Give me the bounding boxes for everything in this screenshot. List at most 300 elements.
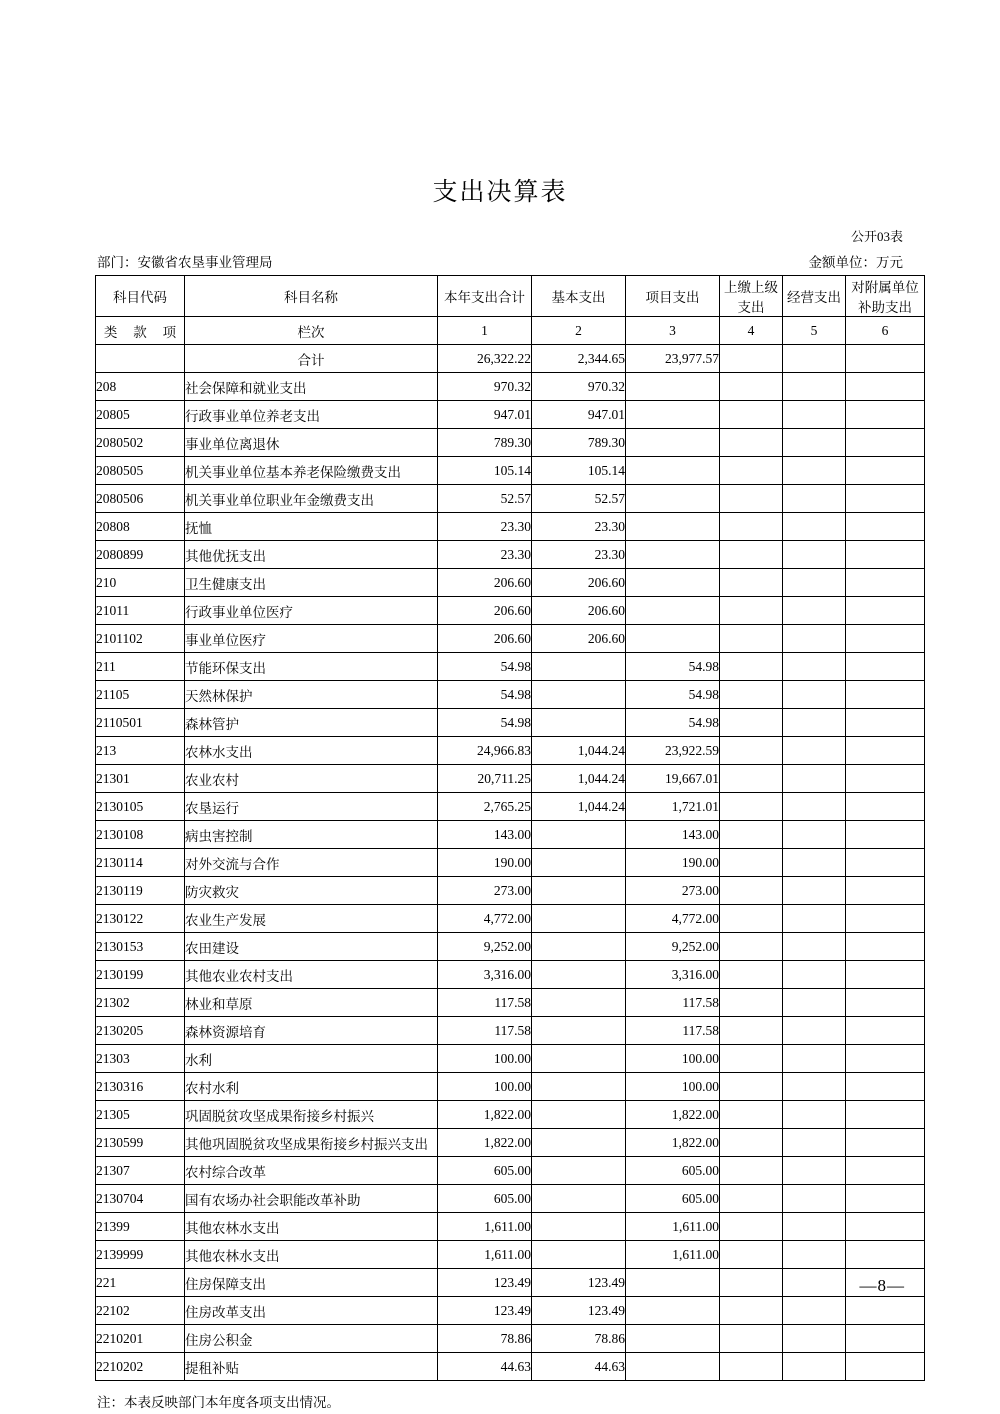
cell-value-6 <box>846 737 925 765</box>
cell-value-5 <box>783 1045 846 1073</box>
cell-name: 农村水利 <box>185 1073 438 1101</box>
cell-value-5 <box>783 625 846 653</box>
cell-value-4 <box>720 1269 783 1297</box>
cell-code: 20808 <box>96 513 185 541</box>
cell-value-4 <box>720 933 783 961</box>
cell-value-6 <box>846 569 925 597</box>
cell-value-4 <box>720 1325 783 1353</box>
cell-name: 农村综合改革 <box>185 1157 438 1185</box>
cell-value-1: 4,772.00 <box>438 905 532 933</box>
cell-value-5 <box>783 1297 846 1325</box>
cell-code <box>96 345 185 373</box>
table-row-total <box>96 345 925 373</box>
table-row <box>96 961 925 989</box>
cell-name: 农林水支出 <box>185 737 438 765</box>
cell-value-2 <box>532 933 626 961</box>
cell-name: 农业农村 <box>185 765 438 793</box>
cell-value-5 <box>783 1269 846 1297</box>
cell-value-3 <box>626 597 720 625</box>
cell-value-1: 78.86 <box>438 1325 532 1353</box>
expenditure-table <box>95 275 925 1381</box>
cell-code: 2139999 <box>96 1241 185 1269</box>
col-number-4: 4 <box>720 317 783 345</box>
cell-value-5 <box>783 429 846 457</box>
table-row <box>96 569 925 597</box>
cell-value-6 <box>846 513 925 541</box>
cell-name: 林业和草原 <box>185 989 438 1017</box>
cell-name: 防灾救灾 <box>185 877 438 905</box>
cell-name: 其他农林水支出 <box>185 1241 438 1269</box>
cell-code: 2210201 <box>96 1325 185 1353</box>
cell-code: 2080502 <box>96 429 185 457</box>
cell-code: 2080505 <box>96 457 185 485</box>
table-row <box>96 1017 925 1045</box>
code-sub-lei: 类 <box>103 324 118 340</box>
code-sub-headers <box>96 317 185 345</box>
table-row <box>96 1353 925 1381</box>
cell-value-2 <box>532 849 626 877</box>
cell-value-6 <box>846 989 925 1017</box>
cell-value-6 <box>846 877 925 905</box>
cell-value-1: 26,322.22 <box>438 345 532 373</box>
cell-value-3: 19,667.01 <box>626 765 720 793</box>
cell-value-4 <box>720 821 783 849</box>
cell-value-2 <box>532 1241 626 1269</box>
table-row <box>96 765 925 793</box>
cell-value-4 <box>720 401 783 429</box>
cell-value-1: 9,252.00 <box>438 933 532 961</box>
cell-value-1: 117.58 <box>438 989 532 1017</box>
cell-value-3: 117.58 <box>626 989 720 1017</box>
cell-value-5 <box>783 345 846 373</box>
cell-name: 对外交流与合作 <box>185 849 438 877</box>
cell-value-4 <box>720 625 783 653</box>
cell-value-5 <box>783 709 846 737</box>
table-row <box>96 625 925 653</box>
cell-code: 2130119 <box>96 877 185 905</box>
cell-value-3: 23,922.59 <box>626 737 720 765</box>
cell-value-2: 947.01 <box>532 401 626 429</box>
cell-name: 抚恤 <box>185 513 438 541</box>
cell-value-5 <box>783 1017 846 1045</box>
cell-value-1: 123.49 <box>438 1297 532 1325</box>
cell-value-5 <box>783 1213 846 1241</box>
cell-value-5 <box>783 821 846 849</box>
cell-value-2 <box>532 905 626 933</box>
cell-value-4 <box>720 597 783 625</box>
cell-value-6 <box>846 765 925 793</box>
cell-name: 其他农林水支出 <box>185 1213 438 1241</box>
cell-value-1: 20,711.25 <box>438 765 532 793</box>
cell-code: 221 <box>96 1269 185 1297</box>
table-row <box>96 793 925 821</box>
cell-value-5 <box>783 569 846 597</box>
table-row <box>96 1045 925 1073</box>
cell-code: 21302 <box>96 989 185 1017</box>
cell-value-5 <box>783 681 846 709</box>
table-head <box>96 276 925 345</box>
table-row <box>96 1213 925 1241</box>
cell-name: 节能环保支出 <box>185 653 438 681</box>
cell-name: 事业单位医疗 <box>185 625 438 653</box>
cell-value-1: 789.30 <box>438 429 532 457</box>
cell-value-3 <box>626 1353 720 1381</box>
cell-name: 住房保障支出 <box>185 1269 438 1297</box>
cell-value-3: 605.00 <box>626 1185 720 1213</box>
department-label: 部门：安徽省农垦事业管理局 <box>97 255 273 270</box>
table-row <box>96 849 925 877</box>
table-body <box>96 345 925 1381</box>
cell-value-3: 4,772.00 <box>626 905 720 933</box>
header-col3: 项目支出 <box>626 276 720 317</box>
cell-value-2 <box>532 709 626 737</box>
cell-value-6 <box>846 1045 925 1073</box>
cell-value-3: 143.00 <box>626 821 720 849</box>
form-code: 公开03表 <box>850 229 903 244</box>
cell-value-5 <box>783 485 846 513</box>
cell-name: 行政事业单位养老支出 <box>185 401 438 429</box>
cell-value-5 <box>783 961 846 989</box>
cell-value-6 <box>846 625 925 653</box>
cell-code: 21105 <box>96 681 185 709</box>
cell-value-4 <box>720 989 783 1017</box>
cell-value-5 <box>783 1073 846 1101</box>
cell-name: 卫生健康支出 <box>185 569 438 597</box>
cell-value-6 <box>846 1017 925 1045</box>
cell-code: 21307 <box>96 1157 185 1185</box>
table-row <box>96 1129 925 1157</box>
cell-code: 211 <box>96 653 185 681</box>
cell-value-1: 54.98 <box>438 653 532 681</box>
cell-name: 国有农场办社会职能改革补助 <box>185 1185 438 1213</box>
table-row <box>96 737 925 765</box>
table-row <box>96 1325 925 1353</box>
cell-value-5 <box>783 849 846 877</box>
cell-value-5 <box>783 933 846 961</box>
cell-value-1: 105.14 <box>438 457 532 485</box>
cell-name: 农业生产发展 <box>185 905 438 933</box>
cell-value-2: 206.60 <box>532 597 626 625</box>
cell-value-1: 117.58 <box>438 1017 532 1045</box>
cell-value-2: 105.14 <box>532 457 626 485</box>
cell-value-6 <box>846 541 925 569</box>
cell-value-5 <box>783 373 846 401</box>
cell-name: 住房公积金 <box>185 1325 438 1353</box>
cell-code: 2080899 <box>96 541 185 569</box>
cell-value-2 <box>532 877 626 905</box>
cell-value-3 <box>626 569 720 597</box>
cell-value-6 <box>846 793 925 821</box>
table-row <box>96 877 925 905</box>
cell-code: 21399 <box>96 1213 185 1241</box>
cell-name: 巩固脱贫攻坚成果衔接乡村振兴 <box>185 1101 438 1129</box>
page-title: 支出决算表 <box>432 179 568 206</box>
cell-value-3 <box>626 513 720 541</box>
table-row <box>96 429 925 457</box>
cell-value-1: 206.60 <box>438 597 532 625</box>
cell-value-3 <box>626 1325 720 1353</box>
cell-code: 2130153 <box>96 933 185 961</box>
cell-value-2 <box>532 1073 626 1101</box>
cell-value-5 <box>783 1241 846 1269</box>
cell-value-4 <box>720 1297 783 1325</box>
cell-code: 21305 <box>96 1101 185 1129</box>
cell-value-6 <box>846 821 925 849</box>
table-row <box>96 1157 925 1185</box>
cell-code: 22102 <box>96 1297 185 1325</box>
header-name: 科目名称 <box>185 276 438 317</box>
cell-value-4 <box>720 1157 783 1185</box>
cell-value-4 <box>720 1129 783 1157</box>
row-label: 栏次 <box>185 317 438 345</box>
header-code: 科目代码 <box>96 276 185 317</box>
cell-value-2: 1,044.24 <box>532 765 626 793</box>
cell-value-1: 143.00 <box>438 821 532 849</box>
cell-value-1: 123.49 <box>438 1269 532 1297</box>
cell-value-2 <box>532 1017 626 1045</box>
cell-value-1: 970.32 <box>438 373 532 401</box>
cell-name: 提租补贴 <box>185 1353 438 1381</box>
table-row <box>96 933 925 961</box>
cell-value-2: 52.57 <box>532 485 626 513</box>
cell-name: 天然林保护 <box>185 681 438 709</box>
cell-value-4 <box>720 1185 783 1213</box>
cell-value-4 <box>720 345 783 373</box>
cell-value-2 <box>532 1129 626 1157</box>
cell-value-6 <box>846 905 925 933</box>
cell-code: 2130122 <box>96 905 185 933</box>
cell-value-2: 1,044.24 <box>532 737 626 765</box>
cell-value-5 <box>783 1129 846 1157</box>
cell-value-6 <box>846 1073 925 1101</box>
cell-code: 21011 <box>96 597 185 625</box>
cell-value-6 <box>846 373 925 401</box>
cell-value-5 <box>783 653 846 681</box>
cell-value-5 <box>783 597 846 625</box>
cell-value-4 <box>720 709 783 737</box>
cell-value-2: 1,044.24 <box>532 793 626 821</box>
cell-name: 其他优抚支出 <box>185 541 438 569</box>
cell-name: 水利 <box>185 1045 438 1073</box>
cell-value-6 <box>846 345 925 373</box>
unit-label: 金额单位：万元 <box>808 255 903 270</box>
cell-value-4 <box>720 1101 783 1129</box>
table-row <box>96 681 925 709</box>
cell-value-3 <box>626 429 720 457</box>
cell-value-5 <box>783 513 846 541</box>
table-row <box>96 541 925 569</box>
cell-value-3: 1,822.00 <box>626 1129 720 1157</box>
cell-name: 森林资源培育 <box>185 1017 438 1045</box>
cell-code: 210 <box>96 569 185 597</box>
cell-value-4 <box>720 681 783 709</box>
header-col4: 上缴上级支出 <box>720 276 783 317</box>
cell-value-1: 947.01 <box>438 401 532 429</box>
cell-value-4 <box>720 1045 783 1073</box>
cell-name: 农田建设 <box>185 933 438 961</box>
cell-value-1: 100.00 <box>438 1073 532 1101</box>
cell-code: 2110501 <box>96 709 185 737</box>
cell-value-6 <box>846 1241 925 1269</box>
cell-value-4 <box>720 765 783 793</box>
cell-value-3: 23,977.57 <box>626 345 720 373</box>
code-sub-kuan: 款 <box>133 324 147 340</box>
header-col6: 对附属单位补助支出 <box>846 276 925 317</box>
cell-value-6 <box>846 485 925 513</box>
cell-value-2 <box>532 653 626 681</box>
table-row <box>96 821 925 849</box>
cell-value-4 <box>720 905 783 933</box>
cell-value-1: 605.00 <box>438 1185 532 1213</box>
cell-code: 2130599 <box>96 1129 185 1157</box>
header-col5: 经营支出 <box>783 276 846 317</box>
table-row <box>96 1101 925 1129</box>
cell-value-2: 789.30 <box>532 429 626 457</box>
cell-value-2: 206.60 <box>532 625 626 653</box>
cell-value-2: 23.30 <box>532 541 626 569</box>
cell-value-1: 2,765.25 <box>438 793 532 821</box>
cell-value-4 <box>720 541 783 569</box>
cell-code: 208 <box>96 373 185 401</box>
cell-value-1: 100.00 <box>438 1045 532 1073</box>
cell-value-6 <box>846 709 925 737</box>
cell-value-3: 1,611.00 <box>626 1213 720 1241</box>
cell-value-1: 23.30 <box>438 541 532 569</box>
cell-name: 其他巩固脱贫攻坚成果衔接乡村振兴支出 <box>185 1129 438 1157</box>
cell-code: 2130114 <box>96 849 185 877</box>
cell-value-5 <box>783 1101 846 1129</box>
cell-value-6 <box>846 1101 925 1129</box>
cell-value-4 <box>720 793 783 821</box>
cell-name: 机关事业单位职业年金缴费支出 <box>185 485 438 513</box>
cell-value-1: 1,822.00 <box>438 1129 532 1157</box>
cell-value-4 <box>720 569 783 597</box>
cell-value-5 <box>783 905 846 933</box>
cell-value-4 <box>720 653 783 681</box>
cell-value-4 <box>720 849 783 877</box>
cell-name: 行政事业单位医疗 <box>185 597 438 625</box>
cell-value-2: 123.49 <box>532 1297 626 1325</box>
cell-code: 2130704 <box>96 1185 185 1213</box>
cell-value-2 <box>532 1157 626 1185</box>
cell-value-1: 206.60 <box>438 569 532 597</box>
cell-value-1: 190.00 <box>438 849 532 877</box>
cell-value-6 <box>846 681 925 709</box>
cell-value-3: 9,252.00 <box>626 933 720 961</box>
cell-value-4 <box>720 373 783 401</box>
cell-value-6 <box>846 457 925 485</box>
cell-name: 森林管护 <box>185 709 438 737</box>
code-sub-xiang: 项 <box>162 324 177 340</box>
table-row <box>96 653 925 681</box>
cell-value-1: 1,822.00 <box>438 1101 532 1129</box>
col-number-1: 1 <box>438 317 532 345</box>
col-number-6: 6 <box>846 317 925 345</box>
cell-value-3: 3,316.00 <box>626 961 720 989</box>
cell-value-3: 100.00 <box>626 1045 720 1073</box>
table-row <box>96 709 925 737</box>
cell-value-5 <box>783 737 846 765</box>
table-row <box>96 485 925 513</box>
header-col2: 基本支出 <box>532 276 626 317</box>
col-number-2: 2 <box>532 317 626 345</box>
cell-value-6 <box>846 401 925 429</box>
cell-code: 2130108 <box>96 821 185 849</box>
cell-value-2: 206.60 <box>532 569 626 597</box>
cell-value-5 <box>783 765 846 793</box>
table-row <box>96 1269 925 1297</box>
cell-value-3: 54.98 <box>626 653 720 681</box>
cell-code: 2130199 <box>96 961 185 989</box>
cell-value-4 <box>720 1073 783 1101</box>
cell-value-5 <box>783 541 846 569</box>
cell-value-4 <box>720 429 783 457</box>
cell-value-3: 117.58 <box>626 1017 720 1045</box>
cell-value-1: 273.00 <box>438 877 532 905</box>
cell-value-5 <box>783 1185 846 1213</box>
cell-value-3: 100.00 <box>626 1073 720 1101</box>
meta-row <box>95 251 905 271</box>
cell-value-2 <box>532 1101 626 1129</box>
cell-value-2: 970.32 <box>532 373 626 401</box>
cell-code: 21301 <box>96 765 185 793</box>
cell-name: 机关事业单位基本养老保险缴费支出 <box>185 457 438 485</box>
cell-value-6 <box>846 961 925 989</box>
col-number-5: 5 <box>783 317 846 345</box>
cell-value-4 <box>720 1241 783 1269</box>
cell-value-3: 54.98 <box>626 709 720 737</box>
cell-value-3: 605.00 <box>626 1157 720 1185</box>
cell-value-1: 54.98 <box>438 709 532 737</box>
cell-value-1: 605.00 <box>438 1157 532 1185</box>
table-row <box>96 373 925 401</box>
cell-value-5 <box>783 989 846 1017</box>
table-row <box>96 513 925 541</box>
cell-code: 2130205 <box>96 1017 185 1045</box>
cell-value-4 <box>720 737 783 765</box>
cell-value-1: 1,611.00 <box>438 1241 532 1269</box>
col-number-3: 3 <box>626 317 720 345</box>
cell-name: 其他农业农村支出 <box>185 961 438 989</box>
cell-value-6 <box>846 597 925 625</box>
cell-value-3: 1,822.00 <box>626 1101 720 1129</box>
cell-value-3 <box>626 401 720 429</box>
cell-value-2 <box>532 681 626 709</box>
cell-value-6 <box>846 1213 925 1241</box>
column-number-row <box>96 317 925 345</box>
cell-value-6 <box>846 1157 925 1185</box>
cell-code: 21303 <box>96 1045 185 1073</box>
cell-value-3 <box>626 541 720 569</box>
cell-name: 合计 <box>185 345 438 373</box>
cell-code: 2080506 <box>96 485 185 513</box>
cell-value-3 <box>626 625 720 653</box>
cell-value-1: 206.60 <box>438 625 532 653</box>
table-row <box>96 597 925 625</box>
cell-value-5 <box>783 1353 846 1381</box>
cell-value-3: 1,721.01 <box>626 793 720 821</box>
cell-code: 2101102 <box>96 625 185 653</box>
cell-value-1: 54.98 <box>438 681 532 709</box>
cell-value-4 <box>720 1353 783 1381</box>
cell-value-1: 24,966.83 <box>438 737 532 765</box>
header-col1: 本年支出合计 <box>438 276 532 317</box>
cell-value-6 <box>846 1185 925 1213</box>
table-row <box>96 989 925 1017</box>
cell-value-4 <box>720 457 783 485</box>
cell-value-6 <box>846 653 925 681</box>
cell-code: 213 <box>96 737 185 765</box>
